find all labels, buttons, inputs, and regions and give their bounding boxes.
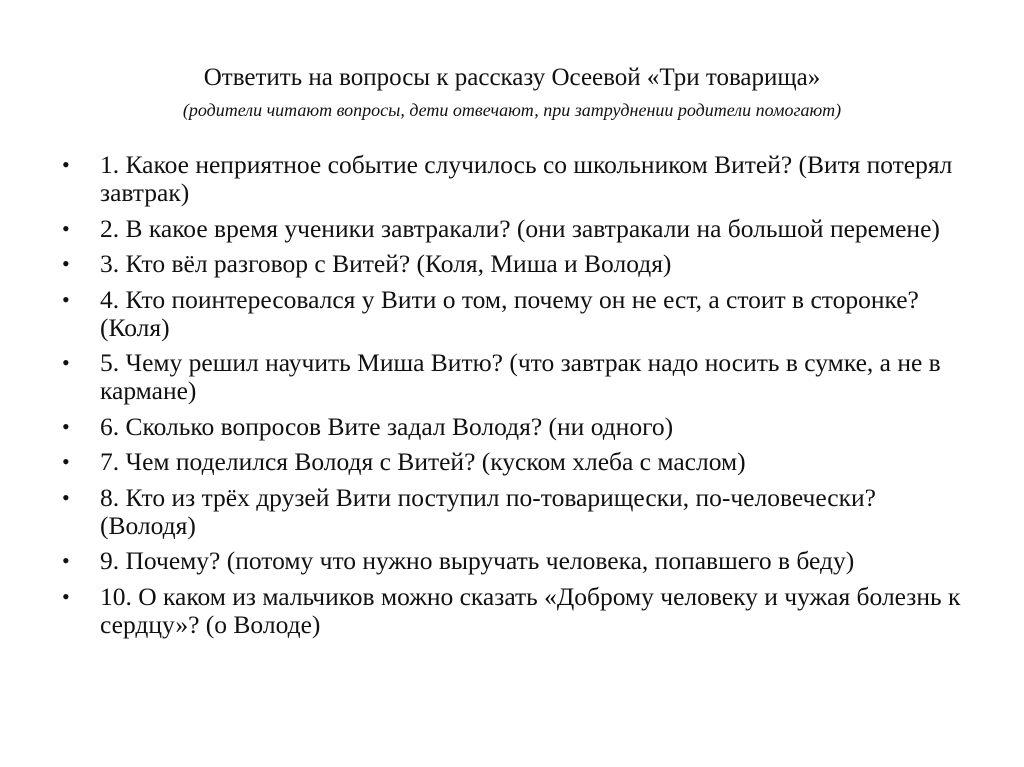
question-list bbox=[58, 151, 968, 646]
bullet-icon: • bbox=[62, 286, 70, 312]
question-text: 4. Кто поинтересовался у Вити о том, почему он не ест, а стоит в сторонке? (Коля) bbox=[100, 284, 919, 342]
question-text: 6. Сколько вопросов Вите задал Володя? (ни одного) bbox=[100, 411, 674, 441]
question-text: 7. Чем поделился Володя с Витей? (куском хлеба с маслом) bbox=[100, 447, 746, 476]
list-item bbox=[58, 286, 968, 342]
list-item bbox=[58, 547, 968, 575]
bullet-icon: • bbox=[62, 350, 70, 375]
question-text: 3. Кто вёл разговор с Витей? (Коля, Миша и Володя) bbox=[100, 249, 672, 278]
question-text: 8. Кто из трёх друзей Вити поступил по-товарищески, по-человечески? (Володя) bbox=[100, 482, 876, 540]
bullet-icon: • bbox=[62, 215, 70, 241]
bullet-icon: • bbox=[62, 484, 70, 510]
question-text: 5. Чему решил научить Миша Витю? (что завтрак надо носить в сумке, а не в кармане) bbox=[100, 348, 941, 405]
list-item bbox=[58, 413, 968, 441]
question-text: 10. О каком из мальчиков можно сказать «Доброму человеку и чужая болезнь к сердцу»? (о Володе) bbox=[100, 581, 961, 639]
question-text: 9. Почему? (потому что нужно выручать человека, попавшего в беду) bbox=[100, 546, 855, 575]
bullet-icon: • bbox=[62, 449, 70, 474]
bullet-icon: • bbox=[62, 152, 70, 177]
list-item bbox=[58, 250, 968, 278]
list-item bbox=[58, 484, 968, 540]
bullet-icon: • bbox=[62, 583, 70, 609]
bullet-icon: • bbox=[62, 413, 70, 439]
slide-subtitle: (родители читают вопросы, дети отвечают, при затруднении родители помогают) bbox=[182, 100, 842, 120]
question-text: 2. В какое время ученики завтракали? (они завтракали на большой перемене) bbox=[100, 213, 940, 243]
bullet-icon: • bbox=[62, 548, 70, 573]
slide-title: Ответить на вопросы к рассказу Осеевой «Три товарища» bbox=[203, 64, 821, 91]
list-item bbox=[58, 215, 968, 243]
list-item bbox=[58, 583, 968, 639]
list-item bbox=[58, 349, 968, 405]
question-text: 1. Какое неприятное событие случилось со школьником Витей? (Витя потерял завтрак) bbox=[100, 150, 953, 207]
list-item bbox=[58, 151, 968, 207]
list-item bbox=[58, 448, 968, 476]
bullet-icon: • bbox=[62, 251, 70, 276]
